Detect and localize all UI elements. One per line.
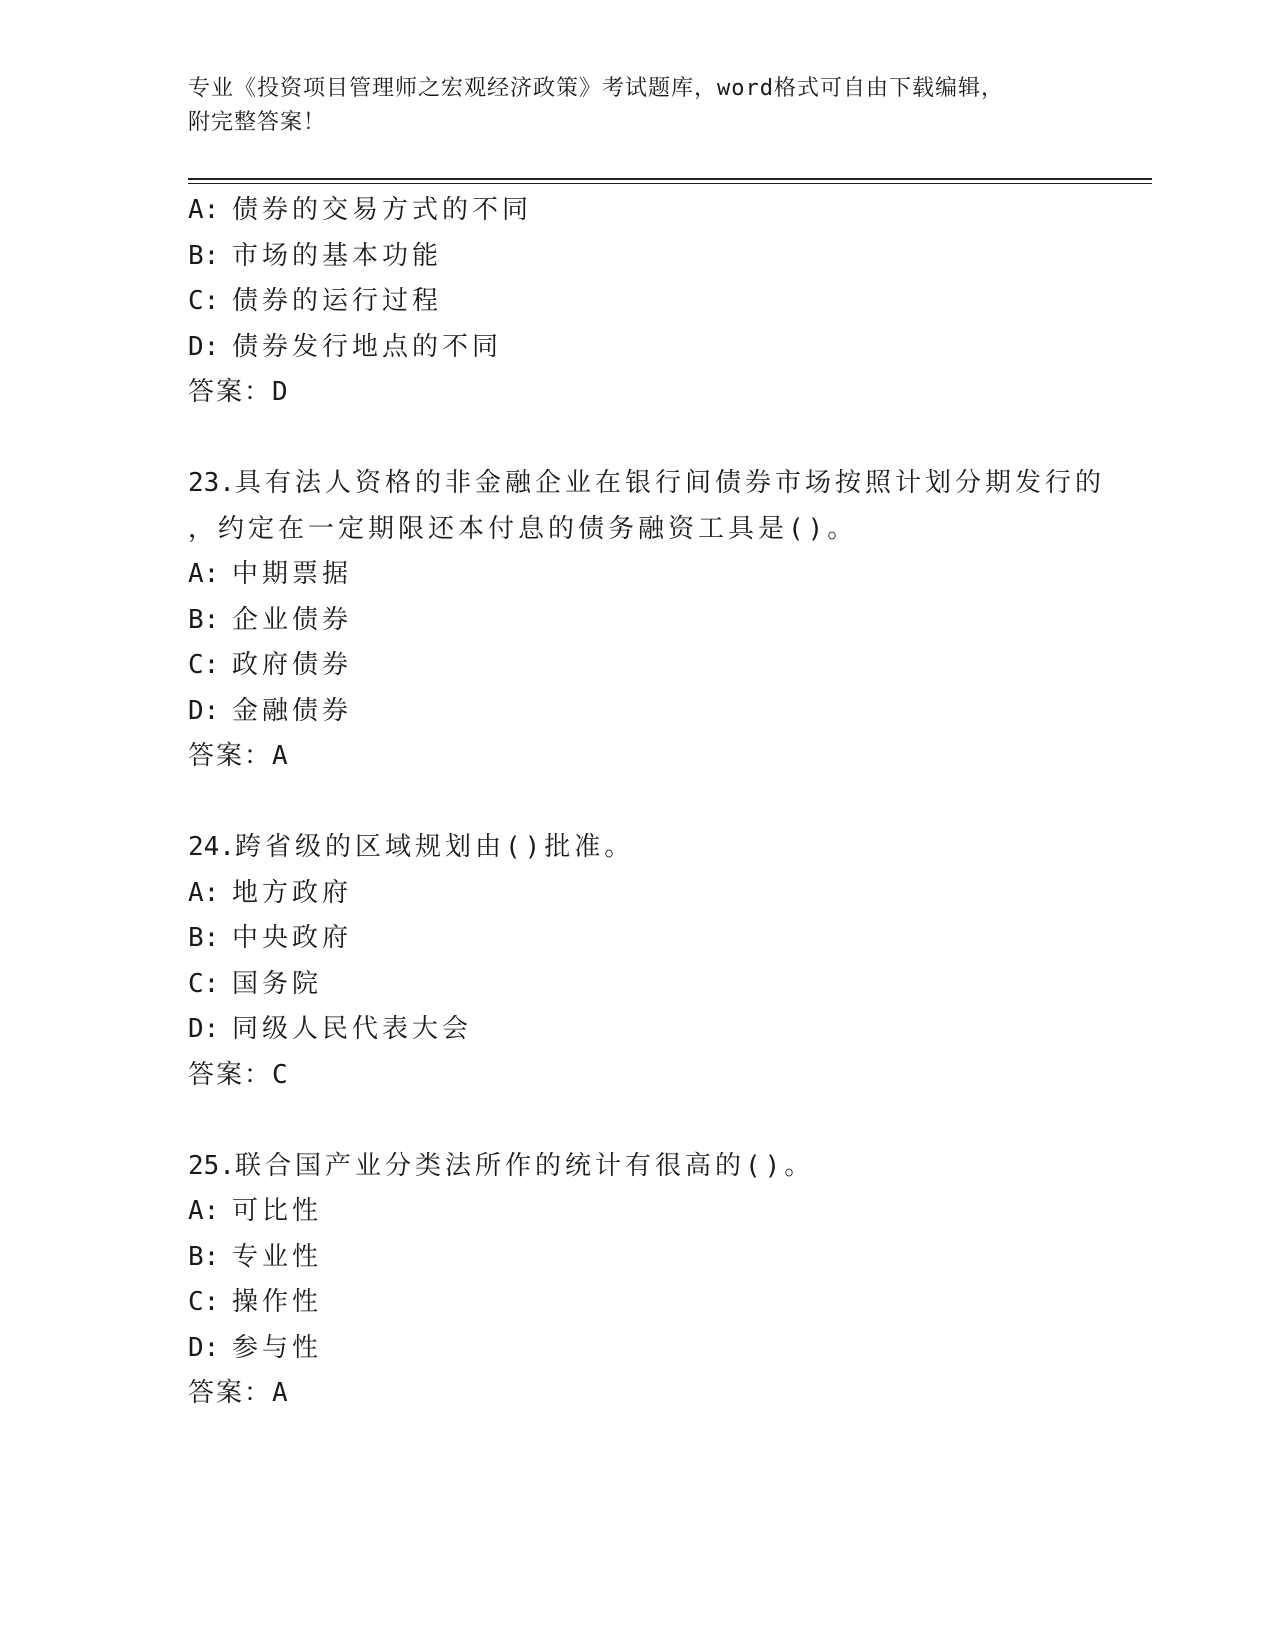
option-text: 市场的基本功能: [232, 240, 443, 271]
answer: [188, 370, 1148, 416]
option-letter: C:: [188, 968, 220, 999]
option-d: [188, 689, 1148, 735]
option-text: 国务院: [232, 968, 323, 999]
question-list: [188, 188, 1148, 1417]
question-number: 25.: [188, 1150, 235, 1181]
option-text: 地方政府: [232, 877, 353, 908]
option-d: [188, 1007, 1148, 1053]
document-header: [188, 72, 1088, 140]
question-number: 24.: [188, 832, 235, 862]
option-text: 债券发行地点的不同: [232, 331, 503, 362]
option-letter: A:: [188, 877, 220, 908]
question-stem-text: 联合国产业分类法所作的统计有很高的()。: [234, 1150, 815, 1181]
option-text: 可比性: [232, 1196, 323, 1226]
option-a: [188, 871, 1148, 917]
option-letter: C:: [188, 650, 220, 680]
option-text: 同级人民代表大会: [232, 1014, 473, 1044]
option-letter: D:: [188, 695, 220, 726]
answer: [188, 734, 1148, 780]
question-number: 23.: [188, 468, 235, 498]
option-letter: A:: [188, 195, 220, 225]
option-a: [188, 1189, 1148, 1235]
header-divider: [188, 178, 1152, 184]
option-letter: A:: [188, 1196, 220, 1226]
question-24: [188, 825, 1148, 1098]
question-25: [188, 1144, 1148, 1417]
option-b: [188, 598, 1148, 644]
option-letter: B:: [188, 240, 220, 271]
answer-label: 答案：: [188, 741, 273, 771]
option-a: [188, 188, 1148, 234]
question-stem: [188, 1144, 1148, 1190]
header-line-1: 专业《投资项目管理师之宏观经济政策》考试题库，word格式可自由下载编辑，: [188, 76, 1004, 101]
option-letter: B:: [188, 923, 220, 953]
option-text: 企业债券: [232, 604, 353, 635]
question-22: [188, 188, 1148, 416]
option-c: [188, 643, 1148, 689]
option-text: 债券的交易方式的不同: [232, 195, 533, 225]
question-23: [188, 461, 1148, 780]
question-stem-text: 具有法人资格的非金融企业在银行间债券市场按照计划分期发行的: [234, 468, 1105, 498]
question-stem-continued: ，约定在一定期限还本付息的债务融资工具是()。: [188, 513, 858, 544]
option-text: 政府债券: [232, 650, 353, 680]
option-text: 中央政府: [232, 923, 353, 953]
question-stem: [188, 825, 1148, 871]
header-line-2: 附完整答案！: [188, 110, 327, 135]
answer-label: 答案：: [188, 1378, 273, 1408]
option-letter: D:: [188, 331, 220, 362]
option-b: [188, 1235, 1148, 1281]
option-letter: D:: [188, 1332, 220, 1363]
option-c: [188, 279, 1148, 325]
question-stem: [188, 461, 1148, 507]
answer: [188, 1371, 1148, 1417]
spacer: [188, 1098, 1148, 1144]
option-text: 专业性: [232, 1241, 323, 1272]
option-letter: D:: [188, 1014, 220, 1044]
option-letter: C:: [188, 286, 220, 316]
spacer: [188, 780, 1148, 826]
option-text: 参与性: [232, 1332, 323, 1363]
answer-value: A: [272, 1378, 288, 1408]
answer-label: 答案：: [188, 1059, 273, 1090]
question-stem-text: 跨省级的区域规划由()批准。: [234, 832, 635, 862]
option-letter: B:: [188, 1241, 220, 1272]
answer-value: D: [272, 377, 288, 407]
option-text: 金融债券: [232, 695, 353, 726]
option-d: [188, 325, 1148, 371]
option-d: [188, 1326, 1148, 1372]
answer-value: C: [272, 1059, 288, 1090]
option-c: [188, 962, 1148, 1008]
answer: [188, 1053, 1148, 1099]
option-letter: A:: [188, 559, 220, 589]
option-text: 债券的运行过程: [232, 286, 443, 316]
option-b: [188, 234, 1148, 280]
spacer: [188, 416, 1148, 462]
answer-value: A: [272, 741, 288, 771]
option-text: 中期票据: [232, 559, 353, 589]
option-letter: B:: [188, 604, 220, 635]
option-a: [188, 552, 1148, 598]
option-b: [188, 916, 1148, 962]
option-letter: C:: [188, 1287, 220, 1317]
option-text: 操作性: [232, 1287, 323, 1317]
option-c: [188, 1280, 1148, 1326]
answer-label: 答案：: [188, 377, 273, 407]
